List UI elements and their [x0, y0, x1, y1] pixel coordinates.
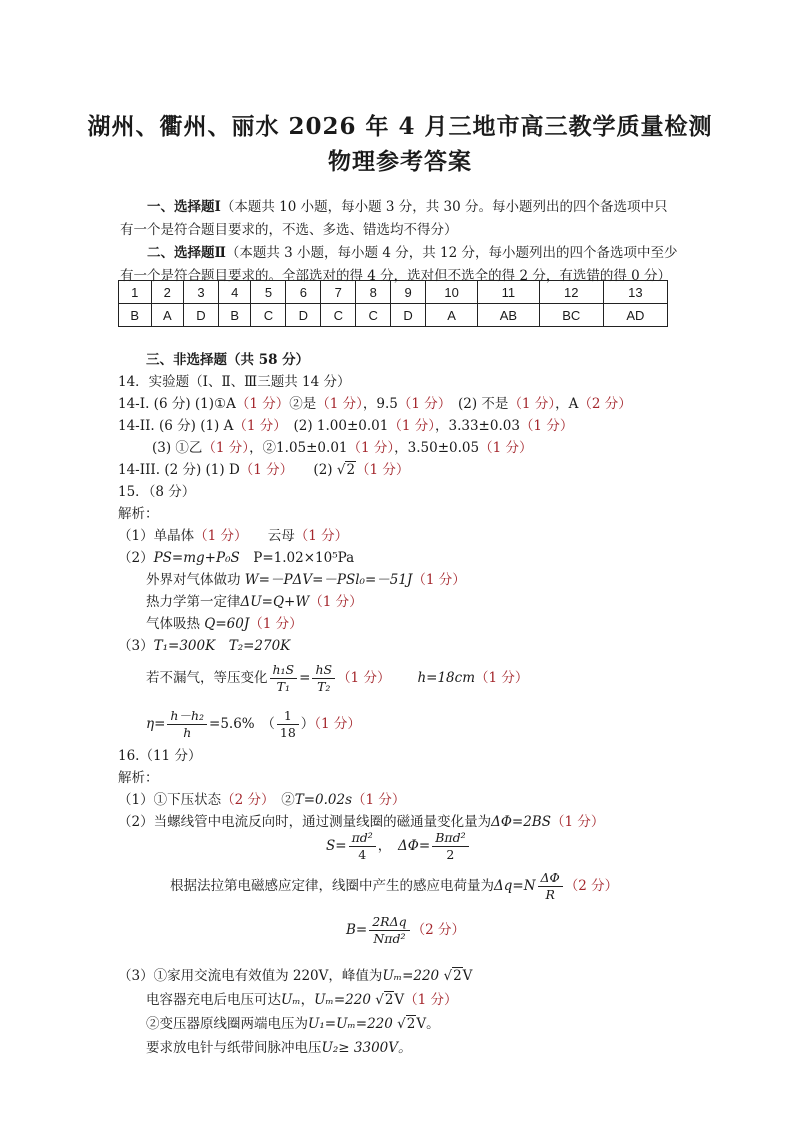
score-mark: （1 分） [550, 814, 605, 830]
fraction [349, 830, 376, 863]
q15-2-equation: PS=mg+P₀S [153, 550, 240, 566]
unit: V [394, 992, 405, 1008]
answer-cell: AB [478, 304, 540, 327]
score-mark: （1 分） [316, 396, 363, 412]
q15-analysis-label: 解析： [118, 506, 159, 522]
fraction [538, 870, 563, 903]
answer-cell: C [321, 304, 356, 327]
q15-2-law-label: 热力学第一定律 [146, 594, 241, 610]
q15-3-t1: T₁=300K [153, 638, 216, 654]
question-number-cell: 8 [356, 281, 391, 304]
q14-2-part-c: ，3.33±0.03 [435, 418, 520, 434]
answer-cell: D [391, 304, 426, 327]
section-1-instructions [120, 196, 680, 242]
charge-equation: Δq=N [494, 878, 536, 894]
sqrt-radicand: 2 [384, 992, 394, 1008]
score-mark: （1 分） [508, 396, 556, 412]
question-number-cell: 11 [478, 281, 540, 304]
area-symbol: S= [326, 838, 347, 854]
score-mark: （1 分） [347, 440, 395, 456]
answer-table-number-row [119, 281, 668, 304]
q16-1-text-b: ② [281, 792, 295, 808]
q16-part-2 [118, 810, 604, 830]
q14-3-part-b: (2) [313, 462, 333, 478]
q15-3-isobaric-label: 若不漏气，等压变化 [146, 670, 268, 686]
q16-part-2-charge [170, 870, 618, 903]
q15-2-label: （2） [118, 550, 154, 566]
q15-2-work-equation: W=－PΔV=－PSl₀=－51J [244, 572, 413, 588]
pulse-voltage-inequality: U₂≥ 3300V。 [321, 1040, 412, 1056]
paren-close: ） [300, 716, 315, 732]
eta-symbol: η= [146, 716, 166, 732]
score-mark: （1 分） [412, 572, 466, 588]
page-title: 湖州、衢州、丽水 2026 年 4 月三地市高三教学质量检测 [87, 113, 713, 140]
score-mark: （1 分） [202, 440, 250, 456]
q14-1-answer [118, 392, 632, 412]
question-number-cell: 2 [151, 281, 184, 304]
q16-2-charge-text: 根据法拉第电磁感应定律，线圈中产生的感应电荷量为 [170, 878, 494, 894]
fraction-numerator: h₁S [270, 662, 298, 679]
fraction-denominator: R [545, 887, 555, 902]
q15-part-3-efficiency [146, 708, 361, 741]
fraction-numerator: 2RΔq [369, 914, 409, 931]
question-number-cell: 12 [539, 281, 603, 304]
peak-voltage-equation: Uₘ=220 [314, 992, 371, 1008]
q14-2-label: 14-II. [118, 418, 155, 434]
fraction [312, 662, 335, 695]
q15-part-1 [118, 524, 348, 544]
question-number-cell: 10 [426, 281, 478, 304]
q16-part-2-field [346, 914, 465, 947]
peak-voltage-symbol: Uₘ [281, 992, 301, 1008]
fraction-denominator: Nπd² [373, 931, 406, 946]
answer-cell: AD [603, 304, 667, 327]
score-mark: （1 分） [356, 462, 410, 478]
score-mark: （2 分） [564, 878, 619, 894]
q14-2-3-part-a: (3) ①乙 [152, 440, 203, 456]
score-mark: （1 分） [352, 792, 406, 808]
answer-cell: C [251, 304, 286, 327]
score-mark: （1 分） [233, 418, 287, 434]
q15-1-text-a: （1）单晶体 [118, 528, 195, 544]
q15-3-t2: T₂=270K [228, 638, 291, 654]
fraction-denominator: T₂ [317, 679, 331, 694]
q15-part-2 [118, 546, 354, 566]
q16-3-requirement-text: 要求放电针与纸带间脉冲电压 [146, 1040, 322, 1056]
q15-part-2-work [146, 568, 466, 588]
unit: V。 [416, 1016, 440, 1032]
answer-cell: B [119, 304, 152, 327]
q14-2-3-part-b: ，②1.05±0.01 [249, 440, 348, 456]
question-number-cell: 3 [184, 281, 219, 304]
q14-3-part-a: (2 分) (1) D [164, 462, 240, 478]
q15-3-label: （3） [118, 638, 154, 654]
q16-analysis-label: 解析： [118, 770, 159, 786]
q14-1-part-b: ②是 [289, 396, 317, 412]
q16-3-transformer-text: ②变压器原线圈两端电压为 [146, 1016, 308, 1032]
score-mark: （1 分） [294, 528, 349, 544]
answer-cell: A [426, 304, 478, 327]
q15-1-text-b: 云母 [267, 528, 295, 544]
q14-1-part-c: ，9.5 [362, 396, 398, 412]
q16-part-2-area [326, 830, 471, 863]
fraction-denominator: 4 [358, 847, 367, 862]
answer-cell: C [356, 304, 391, 327]
unit: V [462, 968, 473, 984]
score-mark: （2 分） [221, 792, 275, 808]
fraction-numerator: ΔΦ [538, 870, 563, 887]
score-mark: （1 分） [249, 616, 303, 632]
q14-heading: 14．实验题（Ⅰ、Ⅱ、Ⅲ三题共 14 分） [118, 374, 351, 390]
q15-2-heat-label: 气体吸热 [146, 616, 205, 632]
section-3-heading: 三、非选择题（共 58 分） [146, 352, 310, 368]
q14-1-label: 14-I. [118, 396, 150, 412]
primary-voltage-equation: U₁=Uₘ=220 [308, 1016, 393, 1032]
q15-2-pressure: P=1.02×10⁵Pa [253, 550, 355, 566]
q16-1-text-a: （1）①下压状态 [118, 792, 222, 808]
sqrt-radicand: 2 [406, 1016, 416, 1032]
score-mark: （2 分） [411, 922, 466, 938]
score-mark: （1 分） [194, 528, 248, 544]
fraction [432, 830, 468, 863]
fraction [167, 708, 207, 741]
q14-1-part-e: ，A [555, 396, 579, 412]
q14-1-part-a: (6 分) (1)①A [153, 396, 236, 412]
q16-1-period: T=0.02s [294, 792, 353, 808]
q14-2-answer [118, 414, 573, 434]
q14-1-part-d: (2) 不是 [458, 396, 509, 412]
score-mark: （1 分） [337, 670, 391, 686]
field-symbol: B= [346, 922, 368, 938]
fraction-numerator: Bπd² [432, 830, 468, 847]
fraction-denominator: T₁ [276, 679, 290, 694]
score-mark: （1 分） [314, 716, 361, 732]
section-1-lead: 一、选择题Ⅰ [147, 199, 221, 215]
q14-3-label: 14-III. [118, 462, 161, 478]
q14-2-part-a: (6 分) (1) A [159, 418, 234, 434]
fraction-denominator: 2 [446, 847, 455, 862]
q14-2-part-3 [152, 436, 532, 456]
section-2-text: （本题共 3 小题，每小题 4 分，共 12 分，每小题列出的四个备选项中至少有一个是符合题目要求的。全部选对的得 4 分，选对但不选全的得 2 分，有选错的得 0 分） [120, 245, 678, 284]
answer-cell: B [218, 304, 251, 327]
fraction [369, 914, 409, 947]
q15-2-heat-equation: Q=60J [204, 616, 250, 632]
score-mark: （2 分） [578, 396, 632, 412]
q16-2-text: （2）当螺线管中电流反向时，通过测量线圈的磁通量变化量为 [118, 814, 492, 830]
question-number-cell: 4 [218, 281, 251, 304]
answer-cell: D [184, 304, 219, 327]
score-mark: （1 分） [235, 396, 290, 412]
section-1-text: （本题共 10 小题，每小题 3 分，共 30 分。每小题列出的四个备选项中只有一个是符合题目要求的，不选、多选、错选均不得分） [120, 199, 668, 238]
q16-3-capacitor-text: 电容器充电后电压可达 [146, 992, 281, 1008]
question-number-cell: 9 [391, 281, 426, 304]
q14-2-3-part-c: ，3.50±0.05 [394, 440, 480, 456]
answer-table [118, 280, 668, 327]
score-mark: （1 分） [388, 418, 435, 434]
fraction-denominator: h [183, 725, 192, 740]
peak-voltage-equation: Uₘ=220 [382, 968, 440, 984]
equals-sign: = [299, 670, 311, 686]
question-number-cell: 5 [251, 281, 286, 304]
q15-part-3-isobaric [146, 662, 528, 695]
fraction-denominator: 18 [279, 725, 296, 740]
q16-part-3-requirement [146, 1036, 412, 1056]
q14-3-answer: 14-III. (2 分) (1) D（1 分） (2) √2（1 分） [118, 462, 410, 478]
score-mark: （1 分） [404, 992, 458, 1008]
q16-part-3: （3）①家用交流电有效值为 220V，峰值为Uₘ=220 √2V [118, 968, 473, 984]
question-number-cell: 1 [119, 281, 152, 304]
question-number-cell: 7 [321, 281, 356, 304]
flux-symbol: ΔΦ= [398, 838, 431, 854]
q16-part-1 [118, 788, 405, 808]
comma: ， [300, 992, 315, 1008]
q14-2-part-b: (2) 1.00±0.01 [293, 418, 389, 434]
fraction-numerator: hS [312, 662, 335, 679]
fraction-numerator: 1 [277, 708, 299, 725]
q16-heading: 16.（11 分） [118, 748, 202, 764]
score-mark: （1 分） [479, 440, 533, 456]
q16-part-3-transformer: ②变压器原线圈两端电压为U₁=Uₘ=220 √2V。 [146, 1016, 440, 1032]
answer-table-answer-row [119, 304, 668, 327]
score-mark: （1 分） [397, 396, 452, 412]
answer-cell: D [286, 304, 321, 327]
sqrt-radicand: 2 [346, 462, 356, 478]
q15-part-3 [118, 634, 290, 654]
q15-part-2-first-law [146, 590, 363, 610]
answer-cell: BC [539, 304, 603, 327]
q15-3-height: h=18cm [417, 670, 475, 686]
answer-cell: A [151, 304, 184, 327]
comma: ， [377, 838, 392, 854]
page-subtitle: 物理参考答案 [328, 148, 472, 175]
score-mark: （1 分） [239, 462, 294, 478]
question-number-cell: 13 [603, 281, 667, 304]
fraction-numerator: h－h₂ [167, 708, 207, 725]
q15-2-work-label: 外界对气体做功 [146, 572, 245, 588]
fraction [270, 662, 298, 695]
q15-heading: 15．（8 分） [118, 484, 196, 500]
q16-3-text: （3）①家用交流电有效值为 220V，峰值为 [118, 968, 383, 984]
score-mark: （1 分） [309, 594, 363, 610]
q16-2-flux-change: ΔΦ=2BS [491, 814, 551, 830]
sqrt-radicand: 2 [453, 968, 462, 984]
paren-open: （ [261, 716, 275, 732]
q15-2-law-equation: ΔU=Q+W [240, 594, 310, 610]
efficiency-value: =5.6% [209, 716, 255, 732]
section-2-lead: 二、选择题Ⅱ [147, 245, 226, 261]
question-number-cell: 6 [286, 281, 321, 304]
fraction [277, 708, 299, 741]
score-mark: （1 分） [519, 418, 574, 434]
score-mark: （1 分） [475, 670, 529, 686]
q15-part-2-heat [146, 612, 303, 632]
q16-part-3-capacitor: 电容器充电后电压可达Uₘ，Uₘ=220 √2V（1 分） [146, 992, 458, 1008]
fraction-numerator: πd² [349, 830, 376, 847]
